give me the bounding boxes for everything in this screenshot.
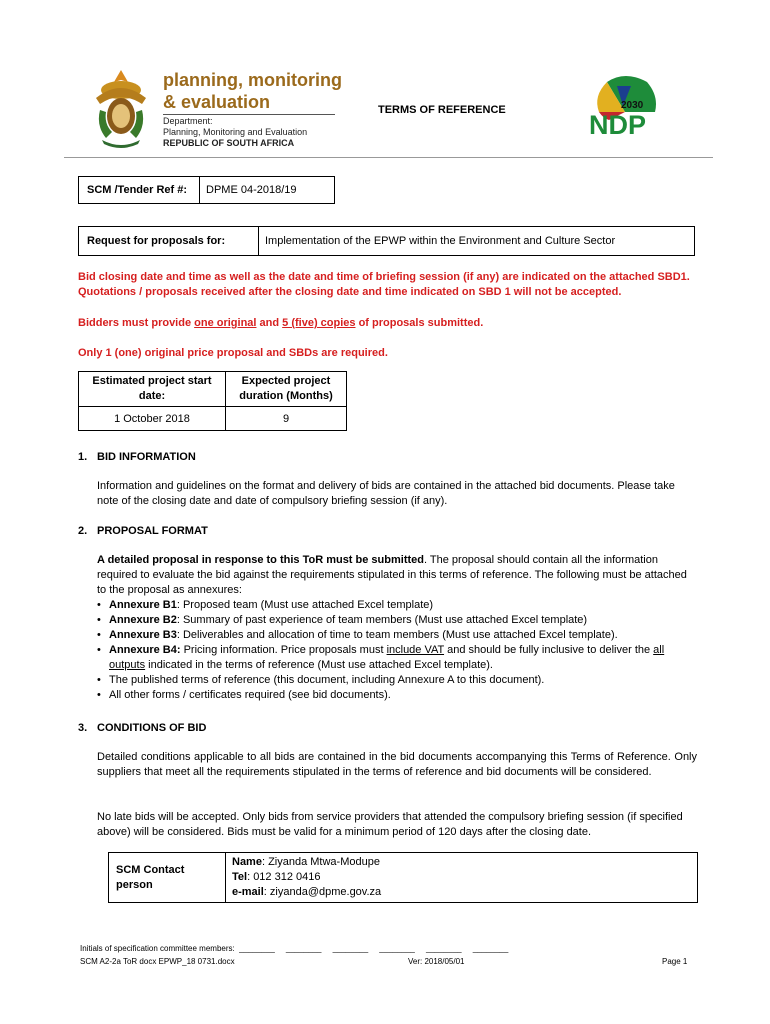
country-name: REPUBLIC OF SOUTH AFRICA xyxy=(163,138,295,148)
contact-tel-label: Tel xyxy=(232,871,248,883)
annexure-b4 xyxy=(97,643,693,673)
header-rule xyxy=(64,157,713,158)
footer-filename: SCM A2-2a ToR docx EPWP_18 0731.docx xyxy=(80,957,235,966)
contact-details xyxy=(226,853,698,903)
request-label: Request for proposals for: xyxy=(79,227,259,256)
b4-text2: and should be fully inclusive to deliver the xyxy=(444,644,654,656)
coat-of-arms-logo xyxy=(86,68,156,150)
s2-intro-rest: . The proposal should contain all the information required to evaluate the bid against the requirements stipulated in this terms of reference. The following must be attached to the proposal as annexures: xyxy=(97,554,687,596)
s3-title: CONDITIONS OF BID xyxy=(97,722,207,734)
schedule-table xyxy=(78,371,347,431)
footer-version: Ver: 2018/05/01 xyxy=(408,957,465,966)
tender-ref-value: DPME 04-2018/19 xyxy=(200,177,335,204)
logo-divider xyxy=(163,114,335,115)
ndp-2030-logo xyxy=(585,72,665,142)
contact-email-label: e-mail xyxy=(232,886,264,898)
s2-intro-bold: A detailed proposal in response to this ToR must be submitted xyxy=(97,554,424,566)
contact-email-row xyxy=(232,885,696,900)
contact-table xyxy=(108,852,698,903)
contact-tel: : 012 312 0416 xyxy=(247,871,321,883)
s1-number: 1. xyxy=(78,451,88,463)
ndp-year: 2030 xyxy=(621,100,644,111)
contact-name: : Ziyanda Mtwa-Modupe xyxy=(261,856,380,868)
s1-title: BID INFORMATION xyxy=(97,451,196,463)
b3-label: Annexure B3 xyxy=(109,629,177,641)
b4-label: Annexure B4: xyxy=(109,644,181,656)
doc-title: TERMS OF REFERENCE xyxy=(378,104,506,116)
b3-text: : Deliverables and allocation of time to team members (Must use attached Excel template). xyxy=(176,629,618,641)
copies-d: 5 (five) copies xyxy=(282,317,356,329)
published-tor-item: • The published terms of reference (this document, including Annexure A to this document). xyxy=(97,673,693,688)
copies-c: and xyxy=(256,317,283,329)
closing-notice: Bid closing date and time as well as the date and time of briefing session (if any) are indicated on the attached SBD1. Quotations / proposals received after the closing date and time indicated on SBD 1 will not be accepted. xyxy=(78,271,690,298)
contact-name-row xyxy=(232,855,696,870)
annexure-b1 xyxy=(97,598,693,613)
contact-name-label: Name xyxy=(232,856,262,868)
b1-label: Annexure B1 xyxy=(109,599,177,611)
dept-label: Department: xyxy=(163,116,213,126)
duration-header: Expected project duration (Months) xyxy=(226,372,347,407)
start-date-value: 1 October 2018 xyxy=(79,407,226,431)
copies-notice xyxy=(78,316,690,331)
b4-text3: indicated in the terms of reference (Must use attached Excel template). xyxy=(145,659,493,671)
copies-a: Bidders must provide xyxy=(78,317,195,329)
b2-label: Annexure B2 xyxy=(109,614,177,626)
footer-initials: Initials of specification committee members: ________ ________ ________ ________ ________ ________ xyxy=(80,944,509,953)
other-forms-item: • All other forms / certificates required (see bid documents). xyxy=(97,688,693,703)
annexure-b2 xyxy=(97,613,693,628)
copies-b: one original xyxy=(194,317,257,329)
s3-body2: No late bids will be accepted. Only bids from service providers that attended the compulsory briefing session (if specified above) will be considered. Bids must be valid for a minimum period of 120 days after the closing date. xyxy=(97,811,683,838)
request-value: Implementation of the EPWP within the Environment and Culture Sector xyxy=(259,227,695,256)
b4-outputs: all outputs xyxy=(109,644,665,671)
price-notice: Only 1 (one) original price proposal and SBDs are required. xyxy=(78,347,388,359)
b4-vat: include VAT xyxy=(386,644,445,656)
start-date-header: Estimated project start date: xyxy=(79,372,226,407)
dept-name: Planning, Monitoring and Evaluation xyxy=(163,127,308,137)
s2-intro xyxy=(97,553,693,598)
s1-body: Information and guidelines on the format and delivery of bids are contained in the attached bid documents. Please take note of the closing date and date of compulsory briefing session (if any). xyxy=(97,480,675,507)
b1-text: : Proposed team (Must use attached Excel template) xyxy=(176,599,434,611)
copies-e: of proposals submitted. xyxy=(355,317,484,329)
s2-title: PROPOSAL FORMAT xyxy=(97,525,208,537)
contact-tel-row xyxy=(232,870,696,885)
logo-line1: planning, monitoring xyxy=(163,70,342,90)
annexure-b3 xyxy=(97,628,693,643)
request-table xyxy=(78,226,695,256)
s3-number: 3. xyxy=(78,722,88,734)
b2-text: : Summary of past experience of team members (Must use attached Excel template) xyxy=(176,614,588,626)
logo-line2: & evaluation xyxy=(163,92,271,112)
contact-email: : ziyanda@dpme.gov.za xyxy=(263,886,382,898)
annexure-list xyxy=(97,598,693,703)
tender-ref-label: SCM /Tender Ref #: xyxy=(79,177,200,204)
s3-body1: Detailed conditions applicable to all bids are contained in the bid documents accompanying this Terms of Reference. Only suppliers that meet all the requirements stipulated in the terms of reference and bid documents will be considered. xyxy=(97,751,697,778)
ndp-text: NDP xyxy=(589,110,647,140)
duration-value: 9 xyxy=(226,407,347,431)
footer-page: Page 1 xyxy=(662,957,688,966)
contact-label: SCM Contact person xyxy=(109,853,226,903)
tender-ref-table xyxy=(78,176,335,204)
b4-text1: Pricing information. Price proposals must xyxy=(180,644,387,656)
s2-number: 2. xyxy=(78,525,88,537)
